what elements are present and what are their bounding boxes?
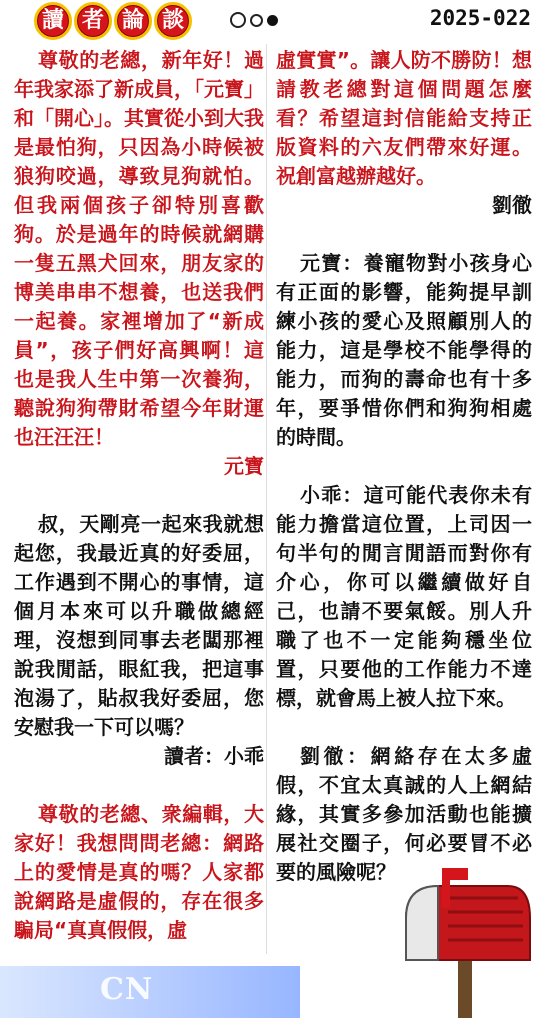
signature: 元寶	[224, 454, 264, 478]
paragraph: 尊敬的老總，新年好！過年我家添了新成員，「元寶」和「開心」。其實從小到大我是最怕狗，只因為小時候被狼狗咬過，導致見狗就怕。但我兩個孩子卻特別喜歡狗。於是過年的時候就網購一隻五黑犬回來，朋友家的博美串串不想養，也送我們一起養。家裡增加了“新成員”，孩子們好高興啊！這也是我人生中第一次養狗，聽說狗狗帶財希望今年財運也汪汪汪！	[14, 48, 264, 449]
title-char: 者	[74, 2, 112, 40]
paragraph: 劉徹：網絡存在太多虛假，不宜太真誠的人上網結緣，其實多參加活動也能擴展社交圈子，何必要冒不必要的風險呢？	[276, 744, 532, 884]
paragraph-gap	[14, 771, 264, 800]
paragraph: 尊敬的老總、衆編輯，大家好！我想問問老總：網路上的愛情是真的嗎？人家都說網路是虛假的，存在很多騙局“真真假假，虛	[14, 802, 264, 942]
decorative-dots	[230, 12, 278, 28]
watermark-text: CN	[100, 972, 154, 1007]
paragraph-gap	[14, 481, 264, 510]
header	[0, 0, 545, 40]
paragraph: 元寶：養寵物對小孩身心有正面的影響，能夠提早訓練小孩的愛心及照顧別人的能力，這是學校不能學得的能力，而狗的壽命也有十多年，要爭惜你們和狗狗相處的時間。	[276, 251, 532, 449]
paragraph-gap	[276, 713, 532, 742]
paragraph: 小乖：這可能代表你未有能力擔當這位置，上司因一句半句的閒言閒語而對你有介心，你可以繼續做好自己，也請不要氣餒。別人升職了也不一定能夠穩坐位置，只要他的工作能力不達標，就會馬上被人拉下來。	[276, 483, 532, 710]
right-column	[276, 46, 532, 887]
circle-icon	[230, 12, 246, 28]
issue-number: 2025-022	[429, 6, 531, 30]
paragraph-gap	[276, 220, 532, 249]
paragraph: 虛實實”。讓人防不勝防！想請教老總對這個問題怎麼看？希望這封信能給支持正版資料的六友們帶來好運。祝創富越辦越好。	[276, 48, 532, 188]
title-char: 讀	[34, 2, 72, 40]
column-divider	[266, 44, 267, 954]
circle-icon	[250, 14, 263, 27]
mailbox-icon	[398, 868, 538, 1018]
left-column	[14, 46, 264, 945]
title-char: 論	[114, 2, 152, 40]
paragraph-gap	[276, 452, 532, 481]
signature: 劉徹	[492, 193, 532, 217]
signature: 讀者：小乖	[164, 744, 264, 768]
filled-circle-icon	[267, 15, 278, 26]
paragraph: 叔，天剛亮一起來我就想起您，我最近真的好委屈，工作遇到不開心的事情，這個月本來可以升職做總經理，沒想到同事去老闆那裡說我閒話，眼紅我，把這事泡湯了，貼叔我好委屈，您安慰我一下可以嗎？	[14, 512, 264, 739]
column-title	[34, 2, 192, 40]
title-char: 談	[154, 2, 192, 40]
